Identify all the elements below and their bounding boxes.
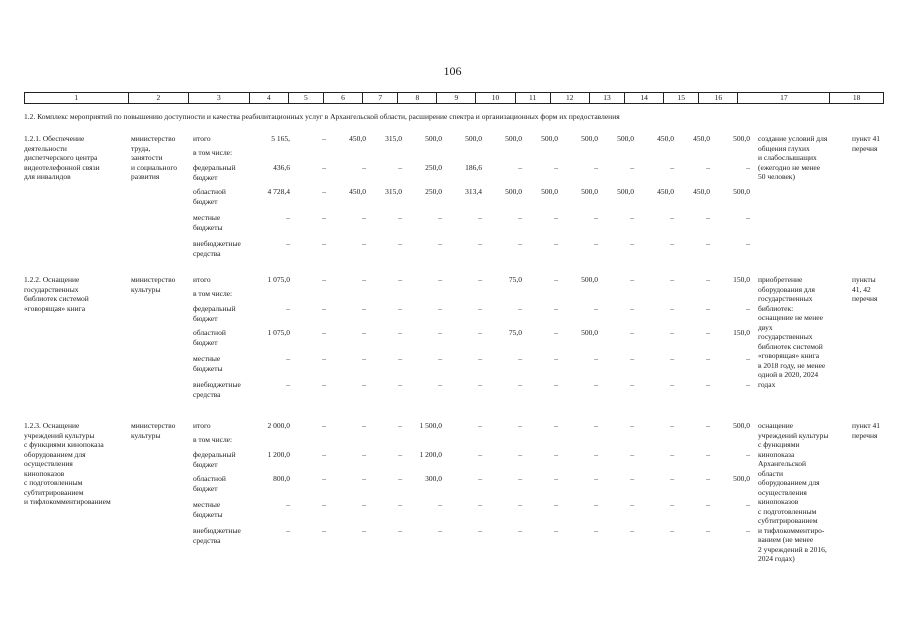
funding-value: – <box>670 354 674 363</box>
funding-value: – <box>322 163 326 172</box>
funding-value: 1 200,0 <box>419 450 442 459</box>
funding-value: – <box>518 213 522 222</box>
funding-source-label: местные бюджеты <box>193 500 223 519</box>
funding-value: 1 200,0 <box>267 450 290 459</box>
funding-value: – <box>478 354 482 363</box>
funding-value: – <box>630 380 634 389</box>
funding-value: – <box>478 450 482 459</box>
funding-source-label: итого <box>193 134 211 143</box>
funding-source-label: итого <box>193 421 211 430</box>
funding-value: – <box>706 163 710 172</box>
funding-value: – <box>706 328 710 337</box>
funding-value: – <box>362 304 366 313</box>
funding-value: – <box>518 450 522 459</box>
funding-value: – <box>706 239 710 248</box>
funding-value: – <box>630 239 634 248</box>
funding-source-label: федеральный бюджет <box>193 163 236 182</box>
funding-value: – <box>594 380 598 389</box>
funding-value: – <box>362 474 366 483</box>
funding-value: – <box>322 187 326 196</box>
funding-value: 450,0 <box>349 134 366 143</box>
funding-value: 450,0 <box>657 187 674 196</box>
funding-source-label: в том числе: <box>193 148 233 157</box>
funding-value: – <box>518 526 522 535</box>
funding-value: – <box>478 526 482 535</box>
funding-value: – <box>706 213 710 222</box>
funding-value: 75,0 <box>508 275 522 284</box>
funding-value: 150,0 <box>733 328 750 337</box>
funding-value: – <box>630 421 634 430</box>
funding-value: – <box>362 354 366 363</box>
funding-value: – <box>594 163 598 172</box>
funding-value: 1 075,0 <box>267 328 290 337</box>
funding-value: 150,0 <box>733 275 750 284</box>
funding-source-label: в том числе: <box>193 435 233 444</box>
funding-value: – <box>286 239 290 248</box>
funding-value: 500,0 <box>425 134 442 143</box>
measure-name: 1.2.3. Оснащение учреждений культуры с функциями кинопоказа оборудованием для осуществления кинопоказов с подготовленным субтитрированием и тифлокомментированием <box>24 421 111 506</box>
funding-value: – <box>706 474 710 483</box>
funding-value: – <box>630 526 634 535</box>
list-reference: пункт 41 перечня <box>852 421 880 440</box>
funding-value: – <box>594 354 598 363</box>
funding-value: – <box>594 239 598 248</box>
funding-source-label: местные бюджеты <box>193 354 223 373</box>
funding-value: – <box>398 275 402 284</box>
funding-value: – <box>554 275 558 284</box>
funding-value: – <box>362 275 366 284</box>
funding-value: – <box>670 275 674 284</box>
funding-value: 5 165, <box>271 134 290 143</box>
funding-value: – <box>286 304 290 313</box>
funding-value: – <box>670 450 674 459</box>
funding-value: – <box>518 500 522 509</box>
funding-value: – <box>670 500 674 509</box>
funding-value: – <box>670 421 674 430</box>
funding-source-label: внебюджетные средства <box>193 239 241 258</box>
funding-value: – <box>630 304 634 313</box>
funding-value: – <box>518 474 522 483</box>
funding-value: – <box>286 380 290 389</box>
funding-value: – <box>670 328 674 337</box>
funding-value: – <box>630 500 634 509</box>
column-header-cell: 13 <box>590 93 625 103</box>
funding-value: – <box>322 304 326 313</box>
executor: министерство культуры <box>131 275 176 294</box>
funding-value: – <box>322 500 326 509</box>
funding-value: – <box>398 526 402 535</box>
funding-value: – <box>478 474 482 483</box>
funding-value: – <box>438 500 442 509</box>
funding-value: 315,0 <box>385 134 402 143</box>
funding-value: – <box>746 450 750 459</box>
funding-value: – <box>594 474 598 483</box>
funding-value: – <box>322 328 326 337</box>
executor: министерство труда, занятости и социального развития <box>131 134 177 181</box>
funding-value: – <box>398 450 402 459</box>
column-header-cell: 8 <box>398 93 437 103</box>
funding-value: – <box>630 354 634 363</box>
funding-value: – <box>630 275 634 284</box>
funding-value: – <box>322 380 326 389</box>
funding-value: – <box>478 213 482 222</box>
funding-source-label: федеральный бюджет <box>193 304 236 323</box>
list-reference: пункт 41 перечня <box>852 134 880 153</box>
funding-value: – <box>706 380 710 389</box>
section-title: 1.2. Комплекс мероприятий по повышению доступности и качества реабилитационных услуг в Архангельской области, расширение спектра и организационных форм их предоставления <box>24 112 620 121</box>
column-header-cell: 14 <box>625 93 664 103</box>
funding-value: – <box>438 380 442 389</box>
funding-value: – <box>322 134 326 143</box>
funding-source-label: местные бюджеты <box>193 213 223 232</box>
funding-value: – <box>670 526 674 535</box>
funding-value: – <box>554 304 558 313</box>
funding-value: – <box>322 474 326 483</box>
funding-value: – <box>398 500 402 509</box>
funding-value: – <box>518 380 522 389</box>
funding-value: – <box>478 304 482 313</box>
funding-value: – <box>518 421 522 430</box>
funding-value: – <box>478 500 482 509</box>
funding-value: 250,0 <box>425 163 442 172</box>
funding-value: – <box>706 500 710 509</box>
funding-value: – <box>322 213 326 222</box>
funding-source-label: внебюджетные средства <box>193 526 241 545</box>
column-header-cell: 12 <box>551 93 590 103</box>
funding-value: – <box>322 275 326 284</box>
column-header-cell: 15 <box>664 93 699 103</box>
funding-value: – <box>362 526 366 535</box>
funding-value: – <box>670 304 674 313</box>
funding-value: – <box>670 163 674 172</box>
funding-value: – <box>594 421 598 430</box>
funding-value: – <box>746 239 750 248</box>
funding-value: 300,0 <box>425 474 442 483</box>
column-header-cell: 18 <box>852 93 861 102</box>
funding-value: 500,0 <box>581 187 598 196</box>
column-header-cell: 7 <box>363 93 398 103</box>
funding-value: – <box>554 163 558 172</box>
funding-value: – <box>438 328 442 337</box>
funding-value: – <box>706 526 710 535</box>
funding-value: – <box>630 328 634 337</box>
funding-value: – <box>670 380 674 389</box>
funding-value: – <box>554 474 558 483</box>
funding-value: – <box>398 304 402 313</box>
funding-value: – <box>286 354 290 363</box>
measure-name: 1.2.2. Оснащение государственных библиотек системой «говорящая» книга <box>24 275 89 313</box>
funding-value: – <box>706 354 710 363</box>
funding-value: – <box>322 421 326 430</box>
funding-value: – <box>362 421 366 430</box>
funding-value: – <box>594 213 598 222</box>
page-number: 106 <box>443 64 462 78</box>
expected-result: создание условий для общения глухих и слабослышащих (ежегодно не менее 50 человек) <box>758 134 828 181</box>
funding-value: – <box>322 526 326 535</box>
funding-source-label: в том числе: <box>193 289 233 298</box>
column-header-cell: 3 <box>189 93 250 103</box>
funding-value: 500,0 <box>505 134 522 143</box>
funding-value: – <box>362 380 366 389</box>
funding-value: 500,0 <box>505 187 522 196</box>
funding-value: 500,0 <box>617 187 634 196</box>
funding-value: – <box>398 421 402 430</box>
funding-value: – <box>630 450 634 459</box>
funding-value: 313,4 <box>465 187 482 196</box>
funding-value: – <box>398 163 402 172</box>
funding-value: 250,0 <box>425 187 442 196</box>
funding-value: – <box>478 275 482 284</box>
funding-value: – <box>746 304 750 313</box>
funding-value: 2 000,0 <box>267 421 290 430</box>
funding-value: – <box>594 500 598 509</box>
funding-value: – <box>554 239 558 248</box>
funding-value: – <box>478 380 482 389</box>
funding-value: – <box>438 526 442 535</box>
funding-value: 500,0 <box>541 187 558 196</box>
funding-value: – <box>554 450 558 459</box>
funding-value: – <box>554 328 558 337</box>
column-header-cell: 4 <box>250 93 289 103</box>
funding-value: 315,0 <box>385 187 402 196</box>
funding-value: 500,0 <box>733 134 750 143</box>
funding-value: – <box>362 239 366 248</box>
funding-value: – <box>322 450 326 459</box>
funding-value: – <box>478 421 482 430</box>
funding-value: – <box>478 239 482 248</box>
funding-value: 800,0 <box>273 474 290 483</box>
funding-value: – <box>438 304 442 313</box>
funding-value: – <box>438 239 442 248</box>
funding-value: – <box>322 354 326 363</box>
funding-source-label: итого <box>193 275 211 284</box>
funding-value: – <box>398 213 402 222</box>
column-header-row <box>24 92 884 104</box>
funding-source-label: областной бюджет <box>193 187 226 206</box>
funding-value: – <box>286 213 290 222</box>
funding-value: – <box>630 213 634 222</box>
funding-value: 500,0 <box>465 134 482 143</box>
funding-value: – <box>362 500 366 509</box>
funding-source-label: областной бюджет <box>193 474 226 493</box>
column-header-cell: 10 <box>476 93 515 103</box>
funding-value: – <box>362 450 366 459</box>
funding-value: – <box>746 380 750 389</box>
funding-value: 450,0 <box>657 134 674 143</box>
funding-value: – <box>746 163 750 172</box>
column-header-cell: 6 <box>324 93 363 103</box>
funding-value: – <box>554 500 558 509</box>
funding-value: – <box>398 474 402 483</box>
funding-value: 500,0 <box>617 134 634 143</box>
column-header-cell: 2 <box>129 93 190 103</box>
funding-value: 1 075,0 <box>267 275 290 284</box>
funding-value: – <box>594 450 598 459</box>
funding-value: – <box>630 163 634 172</box>
column-header-cell: 5 <box>289 93 324 103</box>
funding-value: – <box>478 328 482 337</box>
funding-value: – <box>554 421 558 430</box>
funding-value: – <box>706 450 710 459</box>
funding-value: – <box>518 304 522 313</box>
funding-value: – <box>746 354 750 363</box>
list-reference: пункты 41, 42 перечня <box>852 275 878 303</box>
funding-value: 450,0 <box>693 134 710 143</box>
funding-value: – <box>362 163 366 172</box>
funding-value: – <box>670 213 674 222</box>
column-header-cell: 9 <box>437 93 476 103</box>
funding-value: – <box>554 354 558 363</box>
funding-value: 500,0 <box>581 328 598 337</box>
funding-value: – <box>518 239 522 248</box>
funding-value: – <box>438 354 442 363</box>
funding-source-label: областной бюджет <box>193 328 226 347</box>
funding-value: 75,0 <box>508 328 522 337</box>
funding-value: 500,0 <box>733 421 750 430</box>
funding-value: 450,0 <box>693 187 710 196</box>
funding-value: – <box>746 213 750 222</box>
measure-name: 1.2.1. Обеспечение деятельности диспетчерского центра видеотелефонной связи для инвалидов <box>24 134 100 181</box>
funding-value: – <box>286 500 290 509</box>
column-header-cell: 16 <box>699 93 738 103</box>
funding-value: – <box>438 213 442 222</box>
funding-value: 1 500,0 <box>419 421 442 430</box>
funding-value: 500,0 <box>541 134 558 143</box>
funding-value: 500,0 <box>733 187 750 196</box>
funding-value: – <box>594 304 598 313</box>
funding-value: – <box>670 474 674 483</box>
funding-source-label: федеральный бюджет <box>193 450 236 469</box>
funding-value: – <box>398 328 402 337</box>
column-header-cell: 1 <box>25 93 129 103</box>
funding-value: – <box>362 328 366 337</box>
expected-result: оснащение учреждений культуры с функциями кинопоказа Архангельской области оборудованием для осуществления кинопоказов с подготовленным субтитрированием и тифлокомментиро- ванием (не менее 2 учреждений в 2016, 2024 годах) <box>758 421 829 563</box>
funding-value: – <box>554 213 558 222</box>
funding-value: 436,6 <box>273 163 290 172</box>
funding-value: 500,0 <box>733 474 750 483</box>
funding-value: – <box>706 421 710 430</box>
funding-value: – <box>286 526 290 535</box>
expected-result: приобретение оборудования для государственных библиотек: оснащение не менее двух государственных библиотек системой «говорящая» книга в 2018 году, не менее одной в 2020, 2024 годах <box>758 275 826 389</box>
funding-value: – <box>706 275 710 284</box>
funding-value: – <box>746 500 750 509</box>
funding-value: – <box>554 526 558 535</box>
funding-value: – <box>398 380 402 389</box>
column-header-cell: 11 <box>516 93 551 103</box>
funding-value: – <box>518 163 522 172</box>
funding-value: – <box>322 239 326 248</box>
funding-value: – <box>594 526 598 535</box>
executor: министерство культуры <box>131 421 176 440</box>
funding-source-label: внебюджетные средства <box>193 380 241 399</box>
funding-value: – <box>518 354 522 363</box>
funding-value: 500,0 <box>581 275 598 284</box>
funding-value: – <box>746 526 750 535</box>
funding-value: – <box>554 380 558 389</box>
funding-value: 186,6 <box>465 163 482 172</box>
funding-value: – <box>630 474 634 483</box>
funding-value: – <box>362 213 366 222</box>
funding-value: 450,0 <box>349 187 366 196</box>
funding-value: – <box>670 239 674 248</box>
column-header-cell: 17 <box>738 93 830 103</box>
funding-value: – <box>706 304 710 313</box>
funding-value: 500,0 <box>581 134 598 143</box>
funding-value: – <box>438 275 442 284</box>
funding-value: – <box>398 239 402 248</box>
funding-value: – <box>398 354 402 363</box>
funding-value: 4 728,4 <box>267 187 290 196</box>
